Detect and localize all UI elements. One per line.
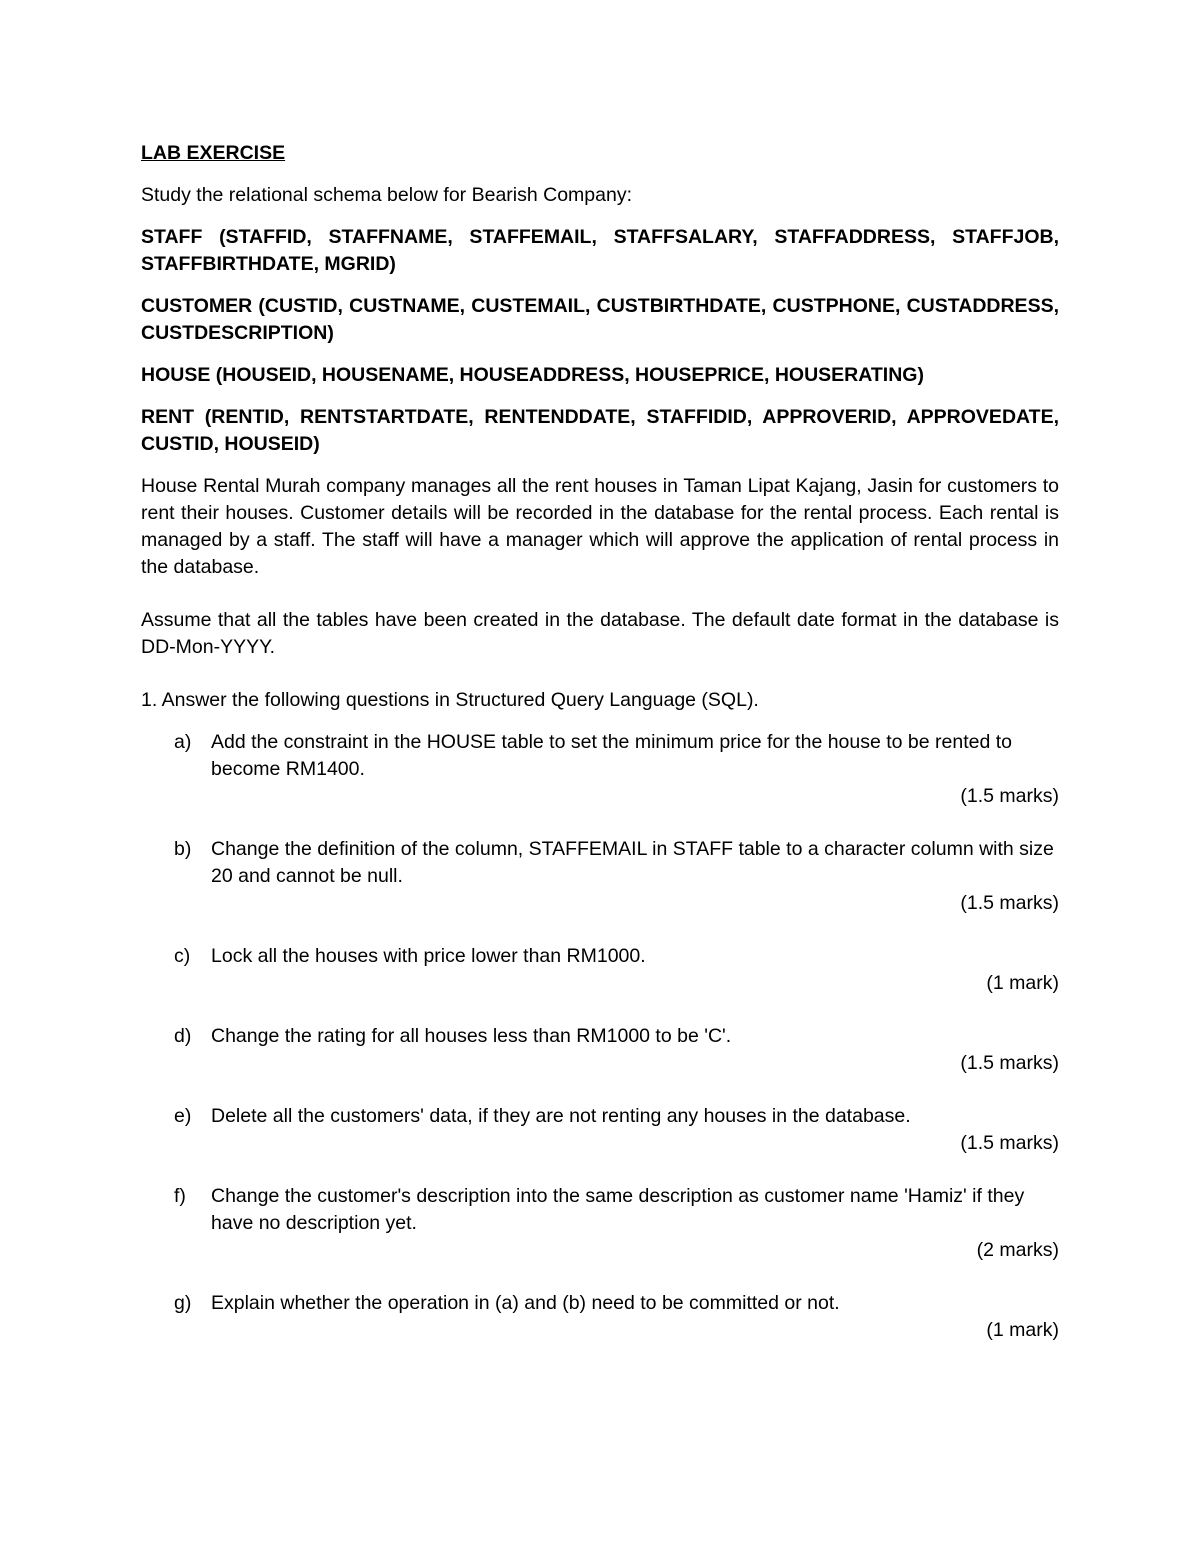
- question-item: [141, 729, 1059, 810]
- document-title: LAB EXERCISE: [141, 142, 286, 164]
- description-paragraph: House Rental Murah company manages all the rent houses in Taman Lipat Kajang, Jasin for customers to rent their houses. Customer details will be recorded in the database for the rental process. Each rental is managed by a staff. The staff will have a manager which will approve the application of rental process in the database.: [141, 475, 1059, 578]
- document-page: [141, 140, 1059, 1344]
- question-item: [141, 1183, 1059, 1264]
- schema-house: HOUSE (HOUSEID, HOUSENAME, HOUSEADDRESS, HOUSEPRICE, HOUSERATING): [141, 364, 924, 386]
- question-item: [141, 1290, 1059, 1344]
- question-text: Change the definition of the column, STAFFEMAIL in STAFF table to a character column with size 20 and cannot be null.: [211, 838, 1054, 887]
- question-marks: (1.5 marks): [960, 785, 1059, 807]
- question-letter: a): [174, 731, 192, 753]
- question-item: [141, 836, 1059, 917]
- intro-text: Study the relational schema below for Bearish Company:: [141, 184, 633, 206]
- question-item: [141, 1023, 1059, 1077]
- question-letter: e): [174, 1105, 192, 1127]
- question-letter: g): [174, 1292, 192, 1314]
- question-text: Lock all the houses with price lower than RM1000.: [211, 945, 646, 967]
- question-letter: c): [174, 945, 191, 967]
- question-text: Change the customer's description into the same description as customer name 'Hamiz' if they have no description yet.: [211, 1185, 1025, 1234]
- question-item: [141, 1103, 1059, 1157]
- question-marks: (1 mark): [986, 972, 1059, 994]
- question-marks: (1 mark): [986, 1319, 1059, 1341]
- schema-staff: STAFF (STAFFID, STAFFNAME, STAFFEMAIL, STAFFSALARY, STAFFADDRESS, STAFFJOB, STAFFBIRTHDATE, MGRID): [141, 226, 1059, 275]
- question-letter: b): [174, 838, 192, 860]
- question-marks: (1.5 marks): [960, 1132, 1059, 1154]
- schema-customer: CUSTOMER (CUSTID, CUSTNAME, CUSTEMAIL, CUSTBIRTHDATE, CUSTPHONE, CUSTADDRESS, CUSTDESCRIPTION): [141, 295, 1059, 344]
- schema-rent: RENT (RENTID, RENTSTARTDATE, RENTENDDATE, STAFFIDID, APPROVERID, APPROVEDATE, CUSTID, HOUSEID): [141, 406, 1059, 455]
- question-heading: 1. Answer the following questions in Structured Query Language (SQL).: [141, 689, 759, 711]
- question-text: Add the constraint in the HOUSE table to set the minimum price for the house to be rented to become RM1400.: [211, 731, 1013, 780]
- question-text: Delete all the customers' data, if they are not renting any houses in the database.: [211, 1105, 911, 1127]
- question-item: [141, 943, 1059, 997]
- question-marks: (2 marks): [976, 1239, 1059, 1261]
- assumption-paragraph: Assume that all the tables have been created in the database. The default date format in the database is DD-Mon-YYYY.: [141, 609, 1059, 658]
- question-list: [141, 729, 1059, 1344]
- question-marks: (1.5 marks): [960, 1052, 1059, 1074]
- question-marks: (1.5 marks): [960, 892, 1059, 914]
- question-text: Change the rating for all houses less than RM1000 to be 'C'.: [211, 1025, 732, 1047]
- question-letter: f): [174, 1185, 186, 1207]
- question-text: Explain whether the operation in (a) and (b) need to be committed or not.: [211, 1292, 840, 1314]
- question-letter: d): [174, 1025, 192, 1047]
